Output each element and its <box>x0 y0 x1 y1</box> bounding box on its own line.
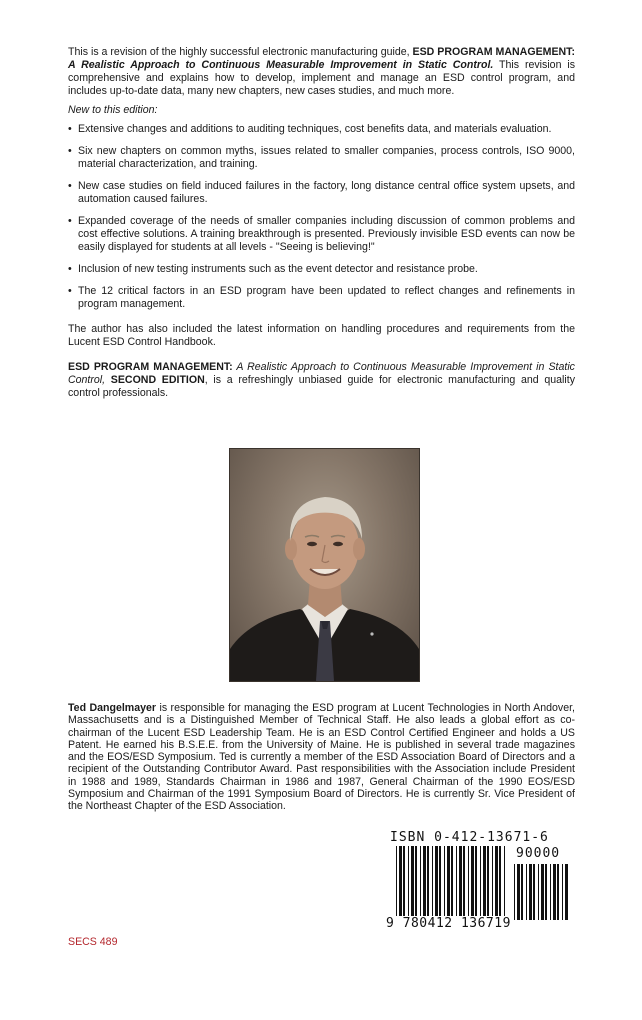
author-name: Ted Dangelmayer <box>68 702 157 714</box>
list-item: • Six new chapters on common myths, issues related to smaller companies, process controls, ISO 9000, material characterization, and training. <box>68 145 575 171</box>
summary-title: ESD PROGRAM MANAGEMENT: <box>68 361 233 373</box>
description-block <box>68 46 575 400</box>
list-item: • Inclusion of new testing instruments such as the event detector and resistance probe. <box>68 263 575 276</box>
new-edition-heading: New to this edition: <box>68 104 158 116</box>
bio-paragraph <box>68 702 575 813</box>
summary-rest: , is a refreshingly unbiased guide for electronic manufacturing and quality control professionals. <box>68 374 575 399</box>
list-item: • Expanded coverage of the needs of smaller companies including discussion of common problems and cost effective solutions. A training breakthrough is presented. Previously invisible ESD events can now be easily displayed for students at all levels - "Seeing is believing!" <box>68 215 575 254</box>
barcode-digits: 9 780412 136719 <box>386 916 511 931</box>
addon-barcode-bars <box>514 864 570 920</box>
intro-paragraph <box>68 46 575 98</box>
list-item: • Extensive changes and additions to auditing techniques, cost benefits data, and materials evaluation. <box>68 123 575 136</box>
author-photo <box>229 448 420 682</box>
book-subtitle: A Realistic Approach to Continuous Measurable Improvement in Static Control. <box>68 59 494 71</box>
list-item: • New case studies on field induced failures in the factory, long distance central office system upsets, and automation caused failures. <box>68 180 575 206</box>
new-features-list <box>68 123 575 311</box>
book-title: ESD PROGRAM MANAGEMENT: <box>412 46 575 58</box>
series-code: SECS 489 <box>68 936 118 948</box>
intro-rest: This revision is comprehensive and explains how to develop, implement and manage an ESD control program, and includes up-to-date data, many new chapters, new cases studies, and much more. <box>68 59 575 97</box>
summary-subtitle: A Realistic Approach to Continuous Measurable Improvement in Static Control, <box>68 361 575 386</box>
bio-text: is responsible for managing the ESD program at Lucent Technologies in North Andover, Massachusetts and is a Distinguished Member of Technical Staff. He also leads a global effort as co-chairman of the Lucent ESD Leadership Team. He is an ESD Control Certified Engineer and holds a US Patent. He earned his B.S.E.E. from the University of Maine. He is published in several trade magazines and the EOS/ESD Symposium. Ted is currently a member of the ESD Association Board of Directors and a recipient of the Outstanding Contributor Award. Past responsibilities with the Association include President in 1988 and 1989, Standards Chairman in 1986 and 1987, General Chairman of the 1990 EOS/ESD Symposium and Chairman of the 1991 Symposium Board of Directors. He is currently Sr. Vice President of the Northeast Chapter of the ESD Association. <box>68 702 575 813</box>
edition-label: SECOND EDITION <box>105 374 205 386</box>
isbn-number: ISBN 0-412-13671-6 <box>390 830 549 845</box>
summary-paragraph <box>68 361 575 400</box>
isbn-barcode <box>386 830 576 932</box>
intro-lead: This is a revision of the highly successful electronic manufacturing guide, <box>68 46 413 58</box>
author-portrait-illustration <box>230 449 419 681</box>
author-bio <box>68 702 575 813</box>
price-code: 90000 <box>516 846 561 861</box>
list-item: • The 12 critical factors in an ESD program have been updated to reflect changes and refinements in program management. <box>68 285 575 311</box>
ean-barcode-bars <box>396 846 508 920</box>
author-note: The author has also included the latest information on handling procedures and requirements from the Lucent ESD Control Handbook. <box>68 323 575 348</box>
